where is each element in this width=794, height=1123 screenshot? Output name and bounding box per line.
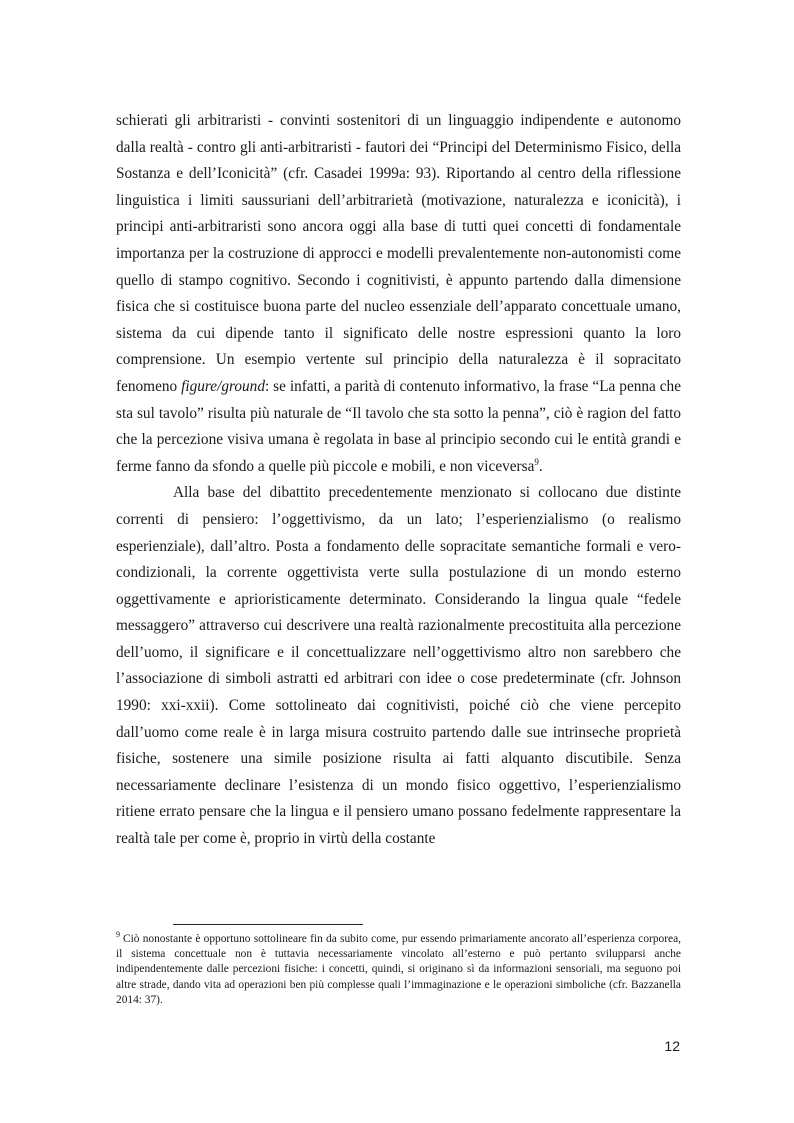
body-text: [116, 108, 681, 853]
footnote-text: Ciò nonostante è opportuno sottolineare fin da subito come, pur essendo primariamente ancorato all’esperienza corporea, il sistema concettuale non è tuttavia necessariamente vincolato all’esterno e può pertanto svilupparsi anche indipendentemente dalle percezioni fisiche: i concetti, quindi, si originano sì da informazioni sensoriali, ma seguono poi altre strade, dando vita ad operazioni ben più complesse quali l’immaginazione e le operazioni simboliche (cfr. Bazzanella 2014: 37).: [116, 933, 681, 1006]
paragraph-2: Alla base del dibattito precedentemente menzionato si collocano due distinte correnti di pensiero: l’oggettivismo, da un lato; l’esperienzialismo (o realismo esperienziale), dall’altro. Posta a fondamento delle sopracitate semantiche formali e vero-condizionali, la corrente oggettivista verte sulla postulazione di un mondo esterno oggettivamente e aprioristicamente determinato. Considerando la lingua quale “fedele messaggero” attraverso cui descrivere una realtà razionalmente precostituita alla percezione dell’uomo, il significare e il concettualizzare nell’oggettivismo altro non sarebbero che l’associazione di simboli astratti ed arbitrari con idee o cose predeterminate (cfr. Johnson 1990: xxi-xxii). Come sottolineato dai cognitivisti, poiché ciò che viene percepito dall’uomo come reale è in larga misura costruito partendo dalle sue intrinseche proprietà fisiche, sostenere una simile posizione risulta ai fatti alquanto discutibile. Senza necessariamente declinare l’esistenza di un mondo fisico oggettivo, l’esperienzialismo ritiene errato pensare che la lingua e il pensiero umano possano fedelmente rappresentare la realtà tale per come è, proprio in virtù della costante: [116, 484, 681, 848]
footnote-separator: [173, 924, 363, 925]
page-number: 12: [664, 1038, 680, 1054]
footnote-reference[interactable]: 9: [534, 456, 539, 467]
footnote-number: 9: [116, 930, 120, 940]
paragraph-1-end: .: [538, 457, 543, 475]
footnote: [116, 932, 681, 1008]
paragraph-1-text-a: schierati gli arbitraristi - convinti sostenitori di un linguaggio indipendente e autonomo dalla realtà - contro gli anti-arbitraristi - fautori dei “Principi del Determinismo Fisico, della Sostanza e dell’Iconicità” (cfr. Casadei 1999a: 93). Riportando al centro della riflessione linguistica i limiti saussuriani dell’arbitrarietà (motivazione, naturalezza e iconicità), i principi anti-arbitraristi sono ancora oggi alla base di tutti quei concetti di fondamentale importanza per la costruzione di approcci e modelli prevalentemente non-autonomisti come quello di stampo cognitivo. Secondo i cognitivisti, è appunto partendo dalla dimensione fisica che si costituisce buona parte del nucleo essenziale dell’apparato concettuale umano, sistema da cui dipende tanto il significato delle nostre espressioni quanto la loro comprensione. Un esempio vertente sul principio della naturalezza è il sopracitato fenomeno: [116, 112, 681, 395]
paragraph-1: [116, 108, 681, 480]
paragraph-1-text-b: : se infatti, a parità di contenuto informativo, la frase “La penna che sta sul tavolo” risulta più naturale de “Il tavolo che sta sotto la penna”, ciò è ragion del fatto che la percezione visiva umana è regolata in base al principio secondo cui le entità grandi e ferme fanno da sfondo a quelle più piccole e mobili, e non viceversa: [116, 377, 681, 475]
italic-term: figure/ground: [181, 377, 265, 395]
